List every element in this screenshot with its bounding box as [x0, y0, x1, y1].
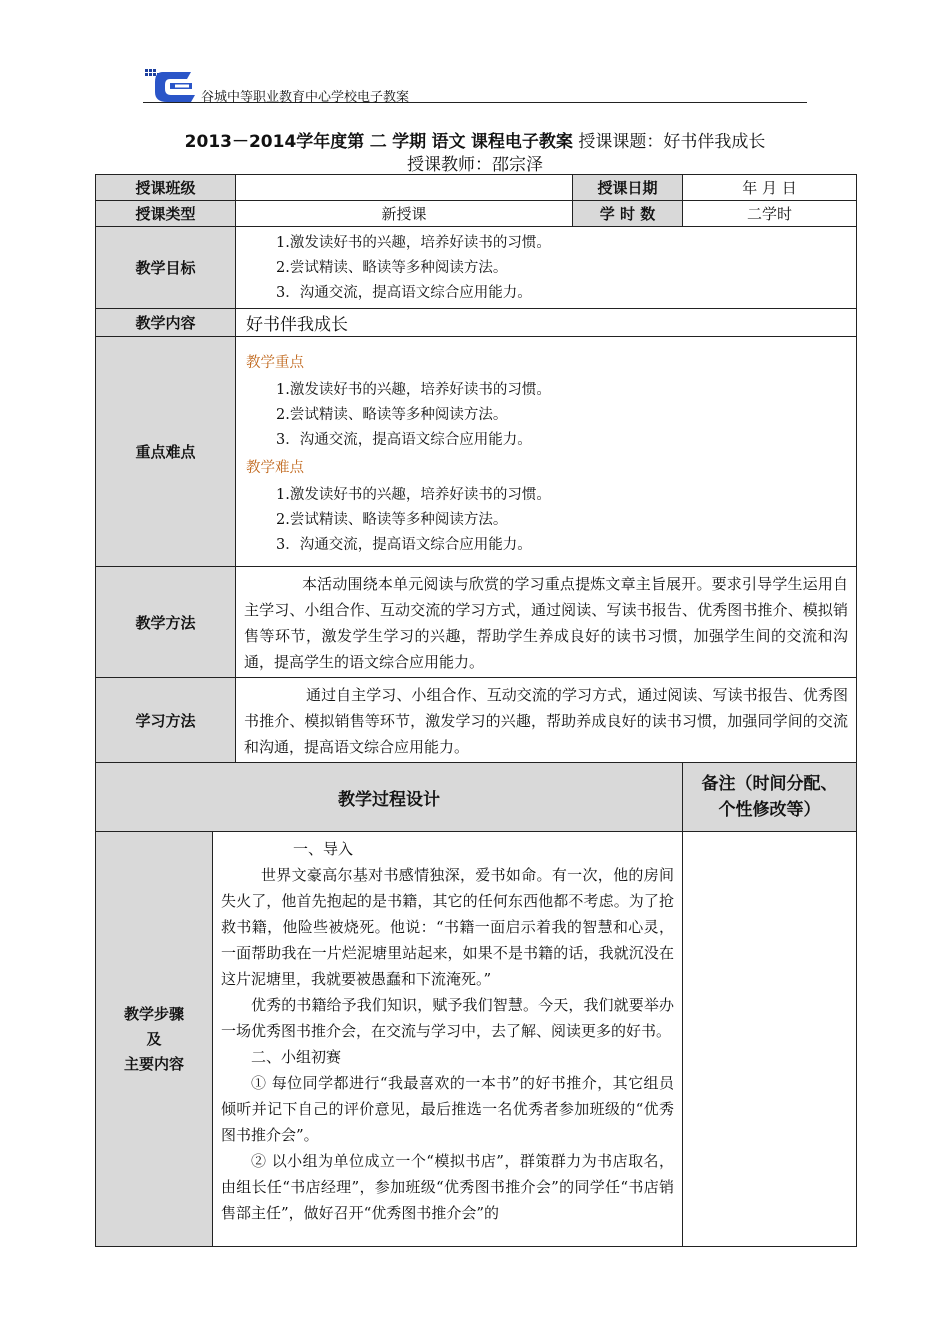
difficulty-item: 3．沟通交流，提高语文综合应用能力。: [276, 536, 532, 553]
steps-label-line: 及: [146, 1029, 162, 1048]
notes-header-line: 备注（时间分配、: [701, 774, 838, 794]
notes-header: [683, 763, 857, 832]
focus-item: 1.激发读好书的兴趣，培养好读书的习惯。: [276, 381, 551, 398]
row-teaching-method: [96, 567, 857, 678]
title-topic-label: 授课课题：: [578, 132, 664, 152]
document-title: [0, 127, 950, 152]
teacher-name: 邵宗泽: [492, 155, 543, 175]
key-points-label: 重点难点: [96, 337, 236, 567]
process-header: 教学过程设计: [96, 763, 683, 832]
date-value[interactable]: 年 月 日: [683, 175, 857, 201]
focus-item: 3．沟通交流，提高语文综合应用能力。: [276, 431, 532, 448]
school-name: 谷城中等职业教育中心学校电子教案: [201, 90, 410, 105]
page-header: [143, 60, 807, 106]
title-topic: 好书伴我成长: [663, 132, 766, 152]
difficulty-item: 2.尝试精读、略读等多种阅读方法。: [276, 511, 508, 528]
row-type-hours: [96, 201, 857, 227]
row-class-date: [96, 175, 857, 201]
title-subject: 语文: [431, 132, 466, 152]
goal-item: 1.激发读好书的兴趣，培养好读书的习惯。: [276, 235, 551, 251]
school-logo-icon: [143, 66, 203, 106]
section-title: 一、导入: [293, 840, 354, 858]
row-learning-method: [96, 678, 857, 763]
teaching-method-label: 教学方法: [96, 567, 236, 678]
focus-title: 教学重点: [246, 354, 305, 371]
section-paragraph: 世界文豪高尔基对书感情独深，爱书如命。有一次，他的房间失火了，他首先抱起的是书籍，其它的任何东西他都不考虑。为了抢救书籍，他险些被烧死。他说：“书籍一面启示着我的智慧和心灵，一面帮助我在一片烂泥塘里站起来，如果不是书籍的话，我就沉没在这片泥塘里，我就要被愚蠢和下流淹死。”: [221, 866, 675, 988]
lesson-plan-table: [95, 174, 857, 1247]
steps-clip: [221, 836, 674, 1246]
content-value: 好书伴我成长: [236, 309, 857, 337]
focus-item: 2.尝试精读、略读等多种阅读方法。: [276, 406, 508, 423]
title-term-suffix: 学期: [392, 132, 427, 152]
title-term-prefix: 学年度第: [296, 132, 365, 152]
row-process-body: [96, 832, 857, 1247]
section-paragraph: ① 每位同学都进行“我最喜欢的一本书”的好书推介，其它组员倾听并记下自己的评价意见，最后推选一名优秀者参加班级的“优秀图书推介会”。: [221, 1074, 675, 1144]
steps-label-line: 教学步骤: [123, 1004, 184, 1023]
teaching-method-text: 本活动围绕本单元阅读与欣赏的学习重点提炼文章主旨展开。要求引导学生运用自主学习、小组合作、互动交流的学习方式，通过阅读、写读书报告、优秀图书推介、模拟销售等环节，激发学生学习的兴趣，帮助学生养成良好的读书习惯，加强学生间的交流和沟通，提高学生的语文综合应用能力。: [236, 567, 857, 678]
section-paragraph: ② 以小组为单位成立一个“模拟书店”，群策群力为书店取名，由组长任“书店经理”，参加班级“优秀图书推介会”的同学任“书店销售部主任”，做好召开“优秀图书推介会”的: [221, 1152, 675, 1222]
section-title: 二、小组初赛: [251, 1048, 342, 1066]
class-value[interactable]: [236, 175, 573, 201]
learning-method-text: 通过自主学习、小组合作、互动交流的学习方式，通过阅读、写读书报告、优秀图书推介、模拟销售等环节，激发学习的兴趣，帮助养成良好的读书习惯，加强同学间的交流和沟通，提高语文综合应用能力。: [236, 678, 857, 763]
title-year: 2013－2014: [184, 132, 297, 152]
type-value: 新授课: [236, 201, 573, 227]
title-term-num: 二: [369, 132, 387, 152]
difficulty-item: 1.激发读好书的兴趣，培养好读书的习惯。: [276, 486, 551, 503]
teacher-line: [0, 150, 950, 175]
notes-cell[interactable]: [683, 832, 857, 1247]
row-process-header: [96, 763, 857, 832]
learning-method-label: 学习方法: [96, 678, 236, 763]
goals-list: [236, 227, 857, 309]
steps-label-line: 主要内容: [123, 1054, 184, 1073]
hours-label: 学 时 数: [573, 201, 683, 227]
teacher-label: 授课教师：: [407, 155, 492, 175]
row-key-points: [96, 337, 857, 567]
class-label: 授课班级: [96, 175, 236, 201]
steps-content: [213, 832, 683, 1247]
title-doc-type: 课程电子教案: [470, 132, 573, 152]
hours-value: 二学时: [683, 201, 857, 227]
goal-item: 2.尝试精读、略读等多种阅读方法。: [276, 260, 508, 276]
notes-header-line: 个性修改等）: [718, 800, 821, 820]
header-rule: [143, 102, 807, 103]
difficulty-title: 教学难点: [246, 459, 305, 476]
section-paragraph: 优秀的书籍给予我们知识，赋予我们智慧。今天，我们就要举办一场优秀图书推介会，在交流与学习中，去了解、阅读更多的好书。: [221, 996, 675, 1040]
row-content: [96, 309, 857, 337]
content-label: 教学内容: [96, 309, 236, 337]
goal-item: 3．沟通交流，提高语文综合应用能力。: [276, 285, 532, 301]
key-points-content: [236, 337, 857, 567]
row-goals: [96, 227, 857, 309]
steps-label: [96, 832, 213, 1247]
type-label: 授课类型: [96, 201, 236, 227]
date-label: 授课日期: [573, 175, 683, 201]
goals-label: 教学目标: [96, 227, 236, 309]
